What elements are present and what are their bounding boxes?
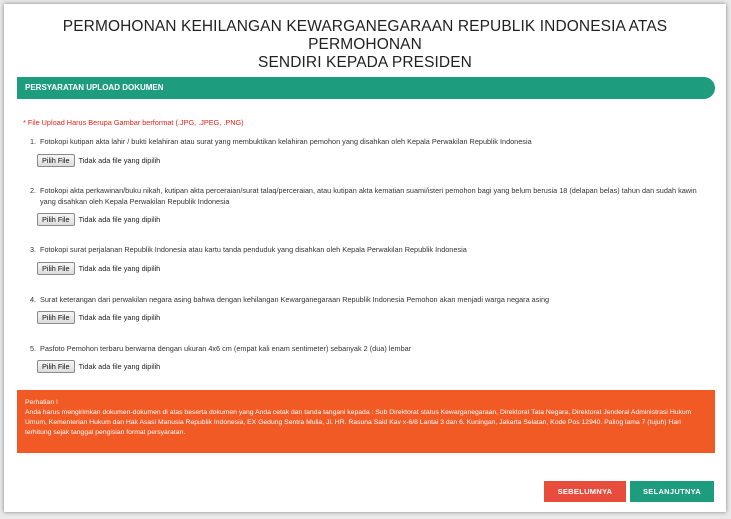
- requirement-text: Fotokopi surat perjalanan Republik Indonesia atau kartu tanda penduduk yang disahkan oleh Kepala Perwakilan Republik Indonesia: [40, 245, 467, 254]
- file-format-note: * File Upload Harus Berupa Gambar berformat (.JPG, .JPEG, .PNG): [23, 118, 244, 127]
- file-upload-5: [37, 360, 160, 373]
- requirement-text: Fotokopi akta perkawinan/buku nikah, kutipan akta perceraian/surat talaq/perceraian, atau kutipan akta kematian suami/isteri pemohon bagi yang belum berusia 18 (delapan belas) tahun dan sudah kawin yang disahkan oleh Kepala Perwakilan Republik Indonesia: [40, 186, 697, 206]
- page-title-line1: PERMOHONAN KEHILANGAN KEWARGANEGARAAN REPUBLIK INDONESIA ATAS PERMOHONAN: [62, 18, 668, 53]
- warning-body: Anda harus mengirimkan dokumen-dokumen di atas beserta dokumen yang Anda cetak dan tanda tangani kepada : Sub Direktorat status Kewarganegaraan, Direktorat Tata Negara, Direktorat Jenderal Administrasi Hukum Umum, Kementerian Hukum dan Hak Asasi Manusia Republik Indonesia, EX Gedung Sentra Mulia, Jl. HR. Rasuna Said Kav x-6/8 Lantai 3 dan 6. Kuningan, Jakarta Selatan, Kode Pos 12940. Paling lama 7 (tujuh) Hari terhitung sejak tanggal pengisian format persyaratan.: [25, 409, 692, 436]
- section-header: PERSYARATAN UPLOAD DOKUMEN: [17, 77, 715, 99]
- warning-notice: [17, 390, 715, 453]
- choose-file-button-5[interactable]: Pilih File: [37, 360, 75, 373]
- page-title-line2: SENDIRI KEPADA PRESIDEN: [258, 54, 472, 71]
- requirement-number: 5.: [30, 344, 37, 353]
- requirement-number: 2.: [30, 186, 37, 195]
- no-file-status: Tidak ada file yang dipilih: [78, 156, 161, 165]
- no-file-status: Tidak ada file yang dipilih: [78, 362, 161, 371]
- previous-button[interactable]: SEBELUMNYA: [544, 481, 626, 502]
- choose-file-button-2[interactable]: Pilih File: [37, 213, 75, 226]
- no-file-status: Tidak ada file yang dipilih: [78, 215, 161, 224]
- form-card: [4, 4, 726, 512]
- file-upload-2: [37, 213, 160, 226]
- requirement-text: Surat keterangan dari perwakilan negara asing bahwa dengan kehilangan Kewarganegaraan Republik Indonesia Pemohon akan menjadi warga negara asing: [40, 295, 550, 304]
- requirement-number: 1.: [30, 137, 37, 146]
- file-upload-3: [37, 262, 160, 275]
- requirement-text: Pasfoto Pemohon terbaru berwarna dengan ukuran 4x6 cm (empat kali enam sentimeter) sebanyak 2 (dua) lembar: [40, 344, 412, 353]
- file-upload-1: [37, 154, 160, 167]
- no-file-status: Tidak ada file yang dipilih: [78, 313, 161, 322]
- warning-title: Perhatian !: [25, 399, 58, 406]
- next-button[interactable]: SELANJUTNYA: [630, 481, 714, 502]
- page-title: [4, 18, 726, 72]
- choose-file-button-1[interactable]: Pilih File: [37, 154, 75, 167]
- requirement-number: 4.: [30, 295, 37, 304]
- file-upload-4: [37, 311, 160, 324]
- requirement-text: Fotokopi kutipan akta lahir / bukti kelahiran atau surat yang membuktikan kelahiran pemohon yang disahkan oleh Kepala Perwakilan Republik Indonesia: [40, 137, 532, 146]
- choose-file-button-4[interactable]: Pilih File: [37, 311, 75, 324]
- no-file-status: Tidak ada file yang dipilih: [78, 264, 161, 273]
- choose-file-button-3[interactable]: Pilih File: [37, 262, 75, 275]
- requirement-number: 3.: [30, 245, 37, 254]
